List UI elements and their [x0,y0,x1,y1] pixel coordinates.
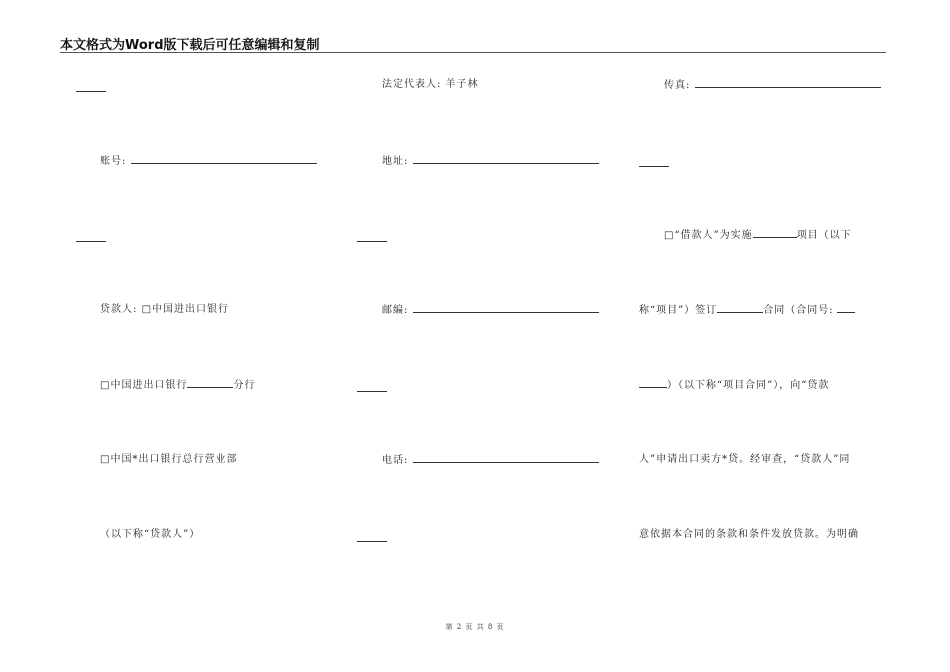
branch-row [100,378,255,393]
fax-label: 传真: [664,80,691,91]
contract-number-blank-cont [639,378,667,388]
fax-blank [695,78,881,88]
phone-label: 电话: [382,455,409,466]
phone-row [382,453,599,468]
phone-blank [413,453,599,463]
paragraph-line-5: 意依据本合同的条款和条件发放贷款。为明确 [639,529,859,540]
postcode-label: 邮编: [382,305,409,316]
blank-line [357,232,387,242]
branch-suffix: 分行 [233,380,256,391]
legal-representative: 法定代表人: 羊子林 [382,79,479,90]
head-office-row: □中国*出口银行总行营业部 [100,454,238,465]
page-number: 第 2 页 共 8 页 [445,623,505,631]
paragraph-line-2 [639,303,855,318]
paragraph-text: □“借款人”为实施 [664,230,753,241]
blank-line [76,232,106,242]
paragraph-text: ）（以下称“项目合同”），向“贷款 [667,380,830,391]
lender-value: □中国进出口银行 [141,304,230,315]
paragraph-line-4: 人”申请出口卖方*贷。经审查，“贷款人”同 [639,454,851,465]
address-label: 地址: [382,156,409,167]
blank-line [639,157,669,167]
paragraph-line-3 [639,378,829,393]
lender-label: 贷款人: [100,304,138,315]
header-divider [60,52,886,53]
contract-blank [717,303,763,313]
postcode-row [382,303,599,318]
lender-row [100,303,229,317]
branch-prefix: □中国进出口银行 [100,380,188,391]
blank-line [76,82,106,92]
account-row [100,154,317,169]
postcode-blank [413,303,599,313]
blank-line [357,532,387,542]
branch-blank [187,378,233,388]
paragraph-line-1 [664,228,852,243]
address-blank [413,154,599,164]
lender-alias: （以下称“贷款人”） [100,529,201,540]
address-row [382,154,599,169]
paragraph-text: 项目（以下 [796,230,852,241]
project-blank [753,228,797,238]
account-blank [131,154,317,164]
blank-line [357,382,387,392]
paragraph-text: 合同（合同号: [763,305,834,316]
page-header-title: 本文格式为Word版下载后可任意编辑和复制 [60,38,320,53]
fax-row [664,78,881,93]
account-label: 账号: [100,156,127,167]
paragraph-text: 称“项目”）签订 [639,305,718,316]
contract-number-blank [837,303,855,313]
